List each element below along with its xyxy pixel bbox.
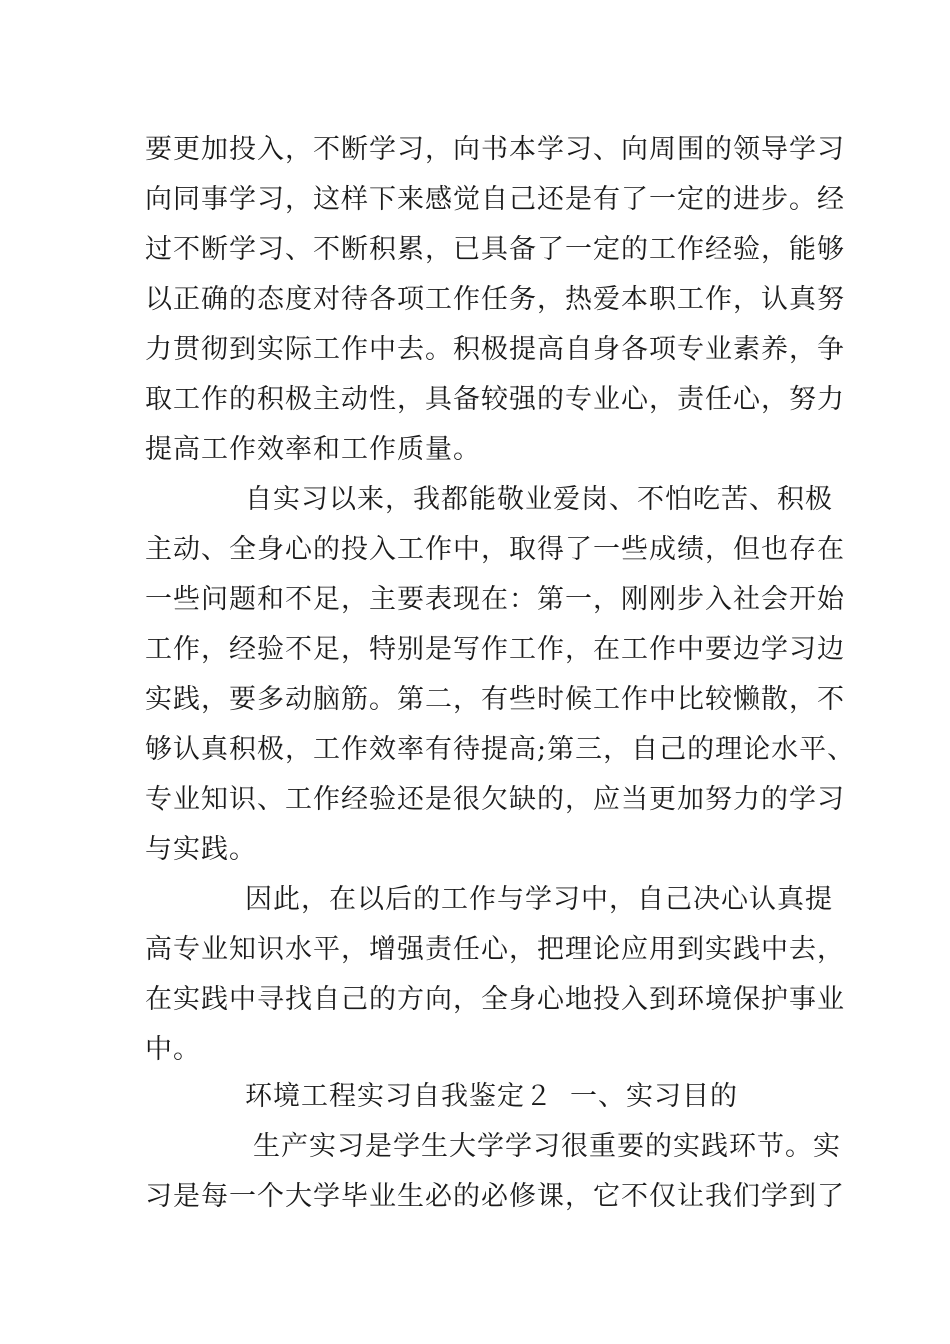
paragraph-2-line-7: 专业知识、工作经验还是很欠缺的，应当更加努力的学习 xyxy=(145,784,845,815)
paragraph-2-line-4: 工作，经验不足，特别是写作工作，在工作中要边学习边 xyxy=(145,634,845,665)
paragraph-1-line-6: 取工作的积极主动性，具备较强的专业心，责任心，努力 xyxy=(145,384,845,415)
paragraph-4-line-2: 习是每一个大学毕业生必的必修课，它不仅让我们学到了 xyxy=(145,1181,845,1212)
paragraph-2-line-6: 够认真积极，工作效率有待提高;第三，自己的理论水平、 xyxy=(145,734,856,765)
paragraph-4-line-1: 生产实习是学生大学学习很重要的实践环节。实 xyxy=(253,1131,841,1162)
paragraph-3-line-3: 在实践中寻找自己的方向，全身心地投入到环境保护事业 xyxy=(145,984,845,1015)
paragraph-1-line-5: 力贯彻到实际工作中去。积极提高自身各项专业素养，争 xyxy=(145,334,845,365)
paragraph-2-line-1: 自实习以来，我都能敬业爱岗、不怕吃苦、积极 xyxy=(245,484,833,515)
paragraph-3-line-1: 因此，在以后的工作与学习中，自己决心认真提 xyxy=(245,884,833,915)
section-title: 环境工程实习自我鉴定２ xyxy=(245,1081,553,1112)
paragraph-2-line-8: 与实践。 xyxy=(145,834,257,865)
paragraph-2-line-5: 实践，要多动脑筋。第二，有些时候工作中比较懒散，不 xyxy=(145,684,845,715)
paragraph-2-line-3: 一些问题和不足，主要表现在：第一，刚刚步入社会开始 xyxy=(145,584,845,615)
paragraph-1-line-2: 向同事学习，这样下来感觉自己还是有了一定的进步。经 xyxy=(145,184,845,215)
paragraph-3-line-4: 中。 xyxy=(145,1034,201,1065)
paragraph-2-line-2: 主动、全身心的投入工作中，取得了一些成绩，但也存在 xyxy=(145,534,845,565)
paragraph-1-line-4: 以正确的态度对待各项工作任务，热爱本职工作，认真努 xyxy=(145,284,845,315)
paragraph-1-line-7: 提高工作效率和工作质量。 xyxy=(145,434,481,465)
section-subtitle: 一、实习目的 xyxy=(570,1081,738,1112)
paragraph-3-line-2: 高专业知识水平，增强责任心，把理论应用到实践中去， xyxy=(145,934,845,965)
paragraph-1-line-3: 过不断学习、不断积累，已具备了一定的工作经验，能够 xyxy=(145,234,845,265)
paragraph-1-line-1: 要更加投入，不断学习，向书本学习、向周围的领导学习 xyxy=(145,134,845,165)
